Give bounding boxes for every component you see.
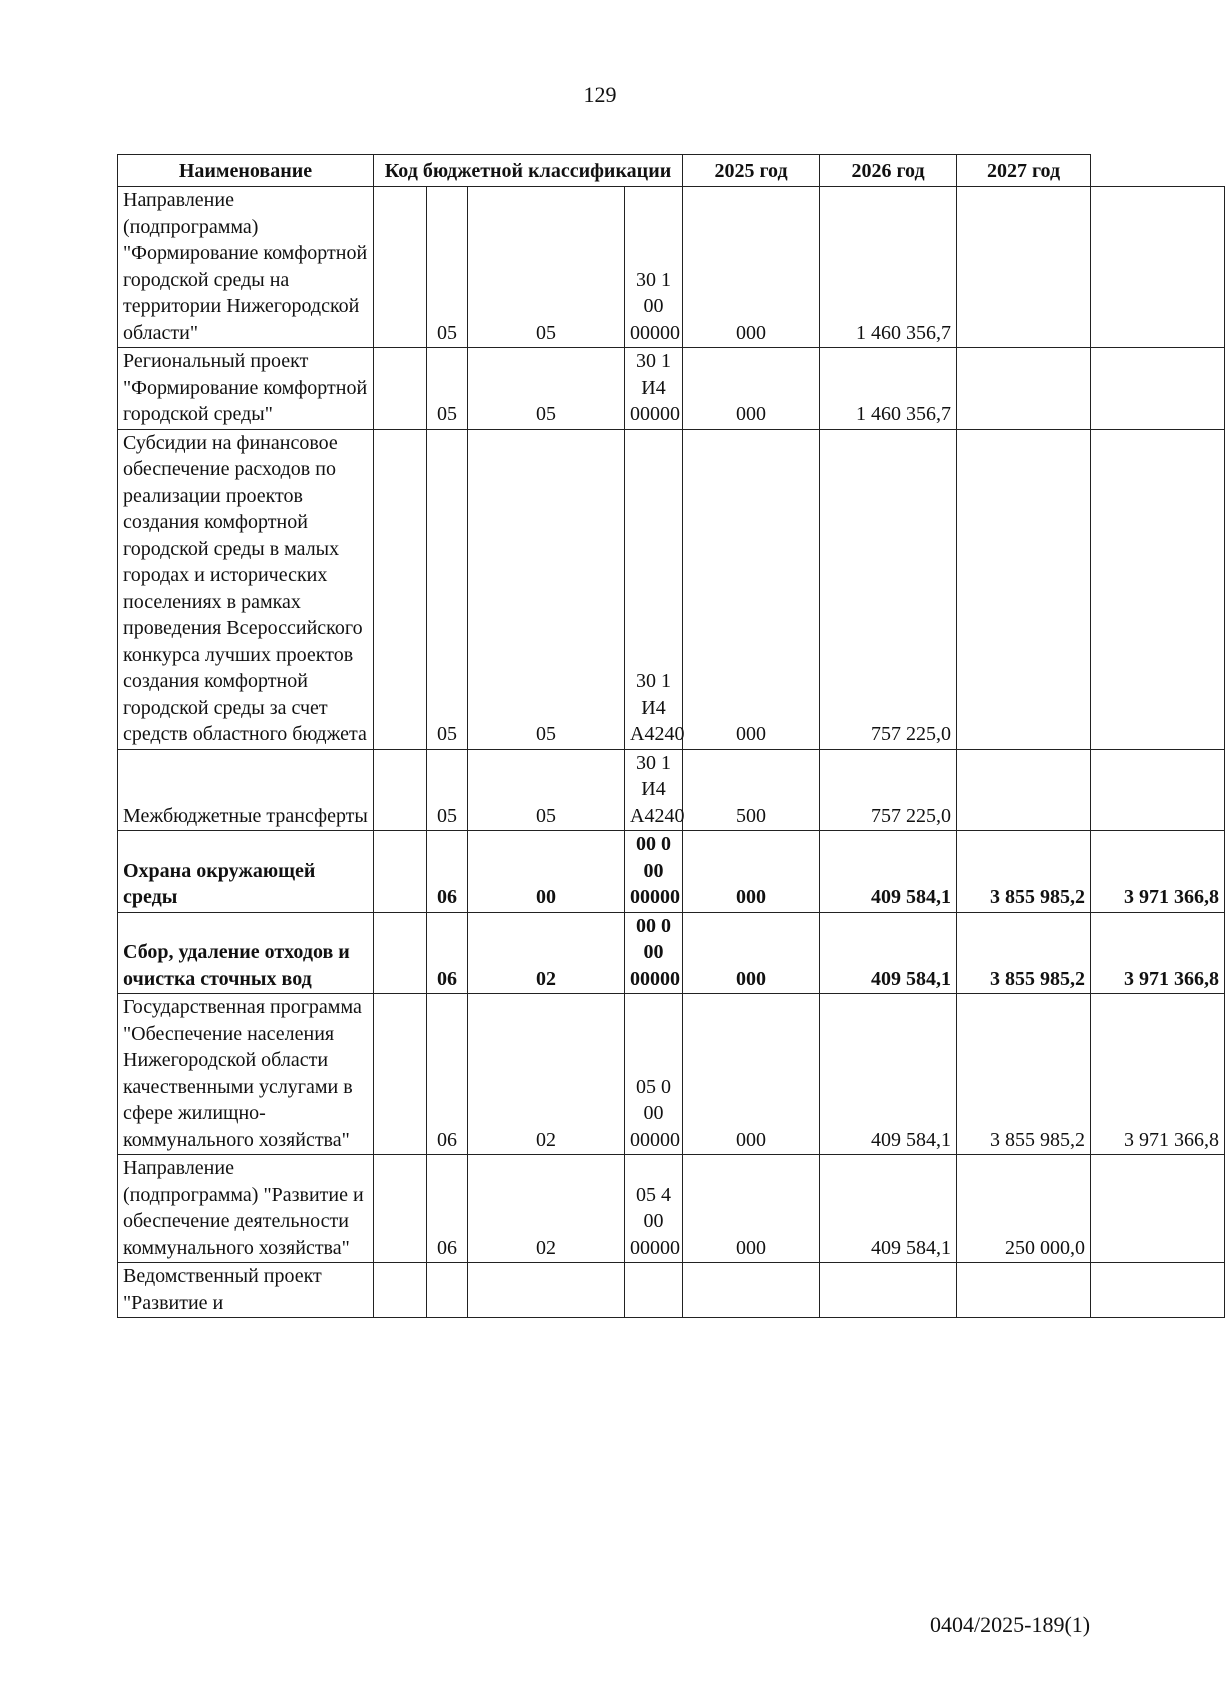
row-value-2025: 1 460 356,7 — [820, 187, 957, 348]
header-year-2027: 2027 год — [957, 155, 1091, 187]
row-target-code: 30 1 И4 А4240 — [625, 429, 683, 749]
row-name-text: Региональный проект "Формирование комфортной городской среды" — [123, 350, 368, 425]
row-subsection-code: 02 — [468, 994, 625, 1155]
row-expense-type-code — [683, 1263, 820, 1318]
row-target-code: 30 1 И4 А4240 — [625, 749, 683, 831]
row-blank-cell — [374, 831, 427, 913]
row-expense-type-code: 000 — [683, 994, 820, 1155]
row-value-2025: 409 584,1 — [820, 831, 957, 913]
row-name — [118, 348, 374, 430]
row-name — [118, 429, 374, 749]
row-subsection-code: 05 — [468, 429, 625, 749]
row-name-text: Ведомственный проект "Развитие и — [123, 1265, 322, 1314]
row-value-2025: 757 225,0 — [820, 429, 957, 749]
row-expense-type-code: 000 — [683, 429, 820, 749]
table-header-row — [118, 155, 1225, 187]
row-name — [118, 912, 374, 994]
table-row-section-total — [118, 831, 1225, 913]
row-value-2027 — [1091, 429, 1225, 749]
row-value-2026: 3 855 985,2 — [957, 831, 1091, 913]
row-blank-cell — [374, 348, 427, 430]
row-section-code: 05 — [427, 187, 468, 348]
row-expense-type-code: 000 — [683, 187, 820, 348]
header-year-2026: 2026 год — [820, 155, 957, 187]
row-value-2027: 3 971 366,8 — [1091, 994, 1225, 1155]
row-name-text: Субсидии на финансовое обеспечение расходов по реализации проектов создания комфортной городской среды в малых городах и исторических поселениях в рамках проведения Всероссийского конкурса лучших проектов создания комфортной городской среды за счет средств областного бюджета — [123, 431, 367, 745]
table-row — [118, 994, 1225, 1155]
row-name — [118, 1263, 374, 1318]
row-expense-type-code: 000 — [683, 831, 820, 913]
row-section-code: 06 — [427, 831, 468, 913]
row-value-2027 — [1091, 187, 1225, 348]
row-subsection-code — [468, 1263, 625, 1318]
row-blank-cell — [374, 1155, 427, 1263]
document-code: 0404/2025-189(1) — [930, 1612, 1091, 1637]
row-value-2025: 409 584,1 — [820, 912, 957, 994]
row-value-2025: 409 584,1 — [820, 994, 957, 1155]
row-section-code: 05 — [427, 348, 468, 430]
row-name-text: Направление (подпрограмма) "Развитие и обеспечение деятельности коммунального хозяйства" — [123, 1157, 364, 1259]
row-value-2026 — [957, 1263, 1091, 1318]
row-value-2025: 757 225,0 — [820, 749, 957, 831]
row-subsection-code: 02 — [468, 1155, 625, 1263]
row-blank-cell — [374, 912, 427, 994]
row-expense-type-code: 000 — [683, 912, 820, 994]
table-row — [118, 1263, 1225, 1318]
row-target-code: 05 4 00 00000 — [625, 1155, 683, 1263]
row-blank-cell — [374, 429, 427, 749]
row-name — [118, 749, 374, 831]
row-name — [118, 187, 374, 348]
row-value-2026 — [957, 187, 1091, 348]
row-subsection-code: 05 — [468, 749, 625, 831]
row-section-code: 05 — [427, 749, 468, 831]
row-value-2027 — [1091, 749, 1225, 831]
row-section-code: 06 — [427, 1155, 468, 1263]
row-name-text: Охрана окружающей среды — [123, 859, 316, 908]
row-name-text: Межбюджетные трансферты — [123, 804, 368, 827]
header-year-2025: 2025 год — [683, 155, 820, 187]
row-subsection-code: 02 — [468, 912, 625, 994]
table-row — [118, 429, 1225, 749]
row-section-code: 05 — [427, 429, 468, 749]
row-target-code: 00 0 00 00000 — [625, 831, 683, 913]
row-name — [118, 831, 374, 913]
row-value-2025: 1 460 356,7 — [820, 348, 957, 430]
table-row — [118, 749, 1225, 831]
row-subsection-code: 00 — [468, 831, 625, 913]
row-blank-cell — [374, 187, 427, 348]
row-name-text: Направление (подпрограмма) "Формирование комфортной городской среды на территории Нижегородской области" — [123, 189, 368, 344]
row-subsection-code: 05 — [468, 187, 625, 348]
row-value-2026: 250 000,0 — [957, 1155, 1091, 1263]
row-expense-type-code: 000 — [683, 348, 820, 430]
row-name — [118, 1155, 374, 1263]
budget-table — [117, 154, 1225, 1318]
row-blank-cell — [374, 994, 427, 1155]
header-name: Наименование — [118, 155, 374, 187]
row-target-code: 30 1 И4 00000 — [625, 348, 683, 430]
row-section-code — [427, 1263, 468, 1318]
table-row-subsection-total — [118, 912, 1225, 994]
row-blank-cell — [374, 1263, 427, 1318]
header-budget-code: Код бюджетной классификации — [374, 155, 683, 187]
row-value-2026: 3 855 985,2 — [957, 912, 1091, 994]
row-blank-cell — [374, 749, 427, 831]
row-expense-type-code: 500 — [683, 749, 820, 831]
row-section-code: 06 — [427, 994, 468, 1155]
row-value-2027: 3 971 366,8 — [1091, 831, 1225, 913]
row-section-code: 06 — [427, 912, 468, 994]
row-value-2026 — [957, 429, 1091, 749]
row-name — [118, 994, 374, 1155]
page-number: 129 — [583, 82, 617, 107]
row-value-2025 — [820, 1263, 957, 1318]
row-target-code: 05 0 00 00000 — [625, 994, 683, 1155]
table-row — [118, 187, 1225, 348]
row-value-2027 — [1091, 1263, 1225, 1318]
table-row — [118, 348, 1225, 430]
row-target-code: 30 1 00 00000 — [625, 187, 683, 348]
row-name-text: Государственная программа "Обеспечение населения Нижегородской области качественными услугами в сфере жилищно-коммунального хозяйства" — [123, 996, 362, 1151]
row-target-code: 00 0 00 00000 — [625, 912, 683, 994]
row-value-2026: 3 855 985,2 — [957, 994, 1091, 1155]
row-expense-type-code: 000 — [683, 1155, 820, 1263]
row-value-2027: 3 971 366,8 — [1091, 912, 1225, 994]
row-subsection-code: 05 — [468, 348, 625, 430]
row-value-2026 — [957, 348, 1091, 430]
row-value-2025: 409 584,1 — [820, 1155, 957, 1263]
row-name-text: Сбор, удаление отходов и очистка сточных вод — [123, 941, 350, 990]
table-row — [118, 1155, 1225, 1263]
row-value-2026 — [957, 749, 1091, 831]
row-value-2027 — [1091, 348, 1225, 430]
row-target-code — [625, 1263, 683, 1318]
row-value-2027 — [1091, 1155, 1225, 1263]
